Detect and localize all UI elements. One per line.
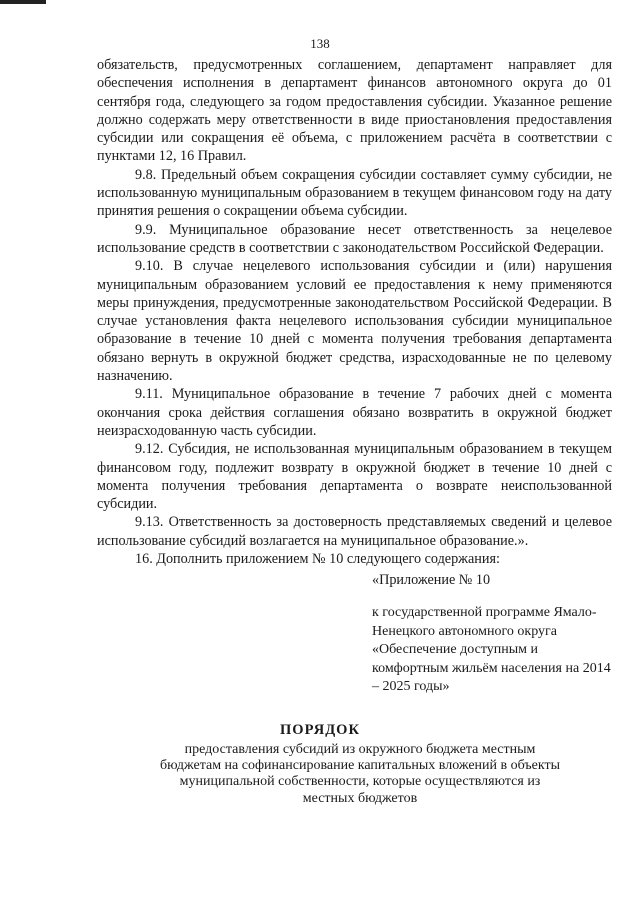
scan-corner-mark <box>0 0 46 4</box>
paragraph-continuation: обязательств, предусмотренных соглашением, департамент направляет для обеспечения исполнения в департамент финансов автономного округа до 01 сентября года, следующего за годом предоставления субсидии. Указанное решение должно содержать меру ответственности в виде приостановления предоставления субсидии или сокращения её объема, с приложением расчёта в соответствии с пунктами 12, 16 Правил. <box>97 57 612 165</box>
page-number: 138 <box>310 36 330 51</box>
body-text <box>97 56 612 568</box>
paragraph-9-10: 9.10. В случае нецелевого использования субсидии и (или) нарушения муниципальным образованием условий ее предоставления к нему применяются меры принуждения, предусмотренные законодательством Российской Федерации. В случае установления факта нецелевого использования субсидии муниципальное образование в течение 10 дней с момента получения требования департамента обязано вернуть в окружной бюджет средства, израсходованные не по целевому назначению. <box>97 258 612 385</box>
paragraph-9-13: 9.13. Ответственность за достоверность представляемых сведений и целевое использование субсидий возлагается на муниципальное образование.». <box>97 514 612 549</box>
paragraph-9-8: 9.8. Предельный объем сокращения субсидии составляет сумму субсидии, не использованную муниципальным образованием в текущем финансовом году на дату принятия решения о сокращении объема субсидии. <box>97 166 612 220</box>
paragraph-9-9: 9.9. Муниципальное образование несет ответственность за нецелевое использование средств в соответствии с законодательством Российской Федерации. <box>97 221 612 256</box>
appendix-label: «Приложение № 10 <box>372 572 491 588</box>
document-subtitle: предоставления субсидий из окружного бюджета местным бюджетам на софинансирование капитальных вложений в объекты муниципальной собственности, которые осуществляются из местных бюджетов <box>160 742 561 806</box>
paragraph-9-11: 9.11. Муниципальное образование в течение 7 рабочих дней с момента окончания срока действия соглашения обязано возвратить в окружной бюджет неизрасходованную часть субсидии. <box>97 386 612 439</box>
appendix-reference: к государственной программе Ямало-Ненецкого автономного округа «Обеспечение доступным и комфортным жильём населения на 2014 – 2025 годы» <box>372 605 611 694</box>
document-title: ПОРЯДОК <box>280 722 360 738</box>
paragraph-9-12: 9.12. Субсидия, не использованная муниципальным образованием в текущем финансовом году, подлежит возврату в окружной бюджет в течение 10 дней с момента получения требования департамента о возврате неиспользованной субсидии. <box>97 441 612 513</box>
paragraph-16: 16. Дополнить приложением № 10 следующего содержания: <box>135 551 500 568</box>
